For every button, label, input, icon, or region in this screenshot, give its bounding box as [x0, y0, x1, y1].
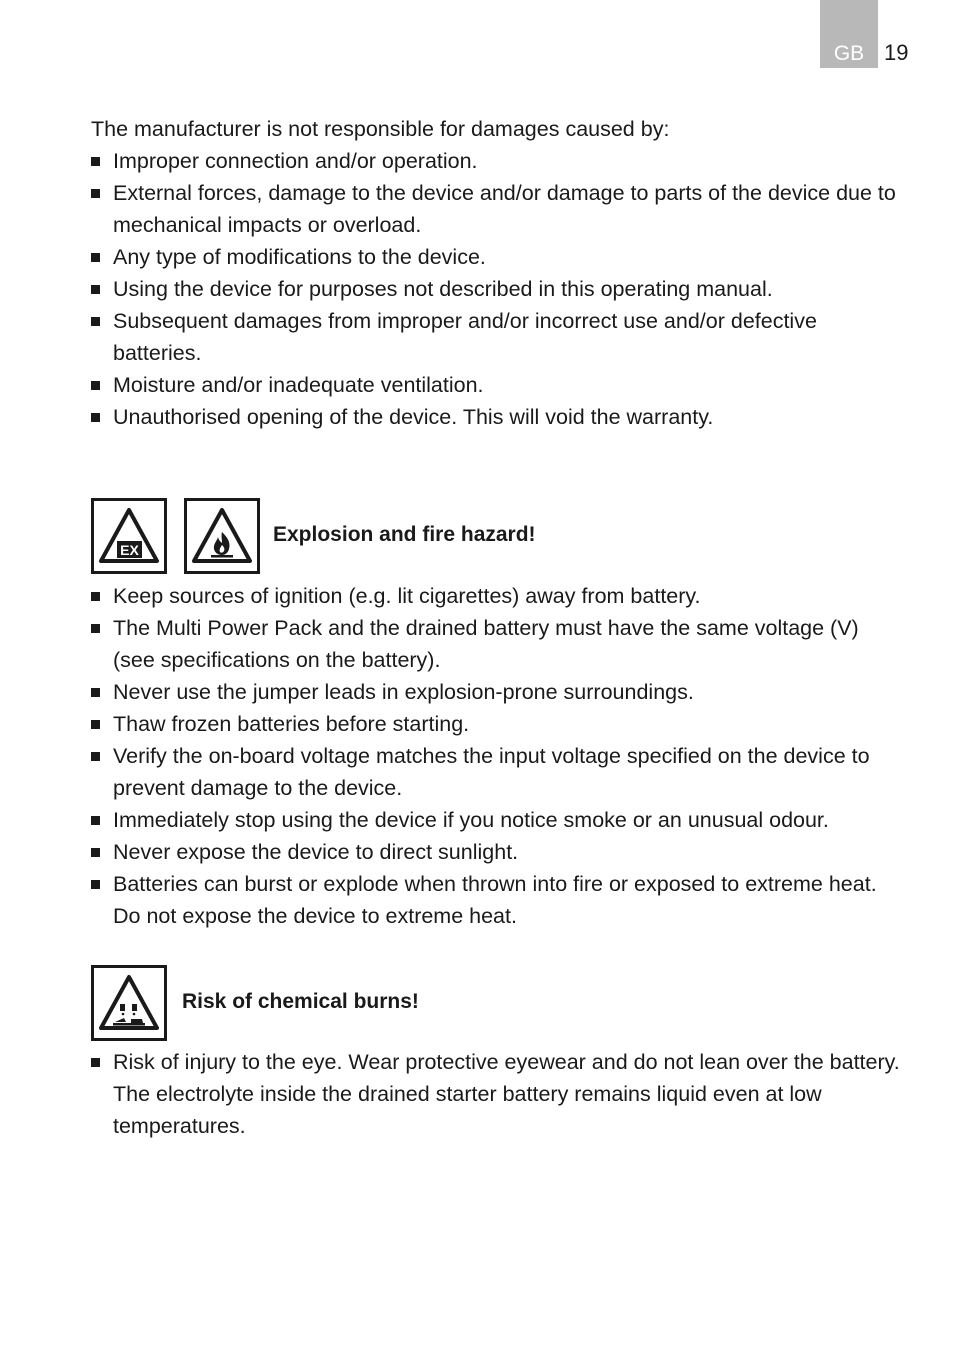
list-item: Using the device for purposes not described in this operating manual.: [91, 273, 906, 305]
list-item: The Multi Power Pack and the drained battery must have the same voltage (V) (see specifications on the battery).: [91, 612, 906, 676]
list-item: Thaw frozen batteries before starting.: [91, 708, 906, 740]
list-item: Risk of injury to the eye. Wear protective eyewear and do not lean over the battery. The electrolyte inside the drained starter battery remains liquid even at low temperatures.: [91, 1046, 906, 1142]
liability-section: [91, 113, 906, 433]
chemical-list: [91, 1046, 906, 1142]
explosive-atmosphere-warning-icon: [91, 498, 167, 574]
explosion-list: [91, 580, 906, 932]
explosion-section: [91, 580, 906, 932]
liability-intro: The manufacturer is not responsible for damages caused by:: [91, 117, 670, 141]
list-item: Any type of modifications to the device.: [91, 241, 906, 273]
list-item: Subsequent damages from improper and/or incorrect use and/or defective batteries.: [91, 305, 906, 369]
liability-list: [91, 145, 906, 433]
corrosive-warning-icon: [91, 965, 167, 1041]
chemical-section: [91, 1046, 906, 1142]
list-item: Verify the on-board voltage matches the input voltage specified on the device to prevent damage to the device.: [91, 740, 906, 804]
explosion-heading: Explosion and fire hazard!: [273, 523, 536, 546]
list-item: Moisture and/or inadequate ventilation.: [91, 369, 906, 401]
ex-label: EX: [120, 542, 139, 558]
page-number: 19: [884, 40, 909, 65]
list-item: Never expose the device to direct sunlight.: [91, 836, 906, 868]
list-item: Unauthorised opening of the device. This will void the warranty.: [91, 401, 906, 433]
list-item: Improper connection and/or operation.: [91, 145, 906, 177]
list-item: Immediately stop using the device if you notice smoke or an unusual odour.: [91, 804, 906, 836]
list-item: Keep sources of ignition (e.g. lit cigarettes) away from battery.: [91, 580, 906, 612]
language-tab: [820, 0, 878, 68]
list-item: External forces, damage to the device and/or damage to parts of the device due to mechanical impacts or overload.: [91, 177, 906, 241]
chemical-heading: Risk of chemical burns!: [182, 990, 419, 1013]
fire-hazard-warning-icon: [184, 498, 260, 574]
language-label: GB: [833, 42, 865, 65]
list-item: Batteries can burst or explode when thrown into fire or exposed to extreme heat. Do not expose the device to extreme heat.: [91, 868, 906, 932]
list-item: Never use the jumper leads in explosion-prone surroundings.: [91, 676, 906, 708]
